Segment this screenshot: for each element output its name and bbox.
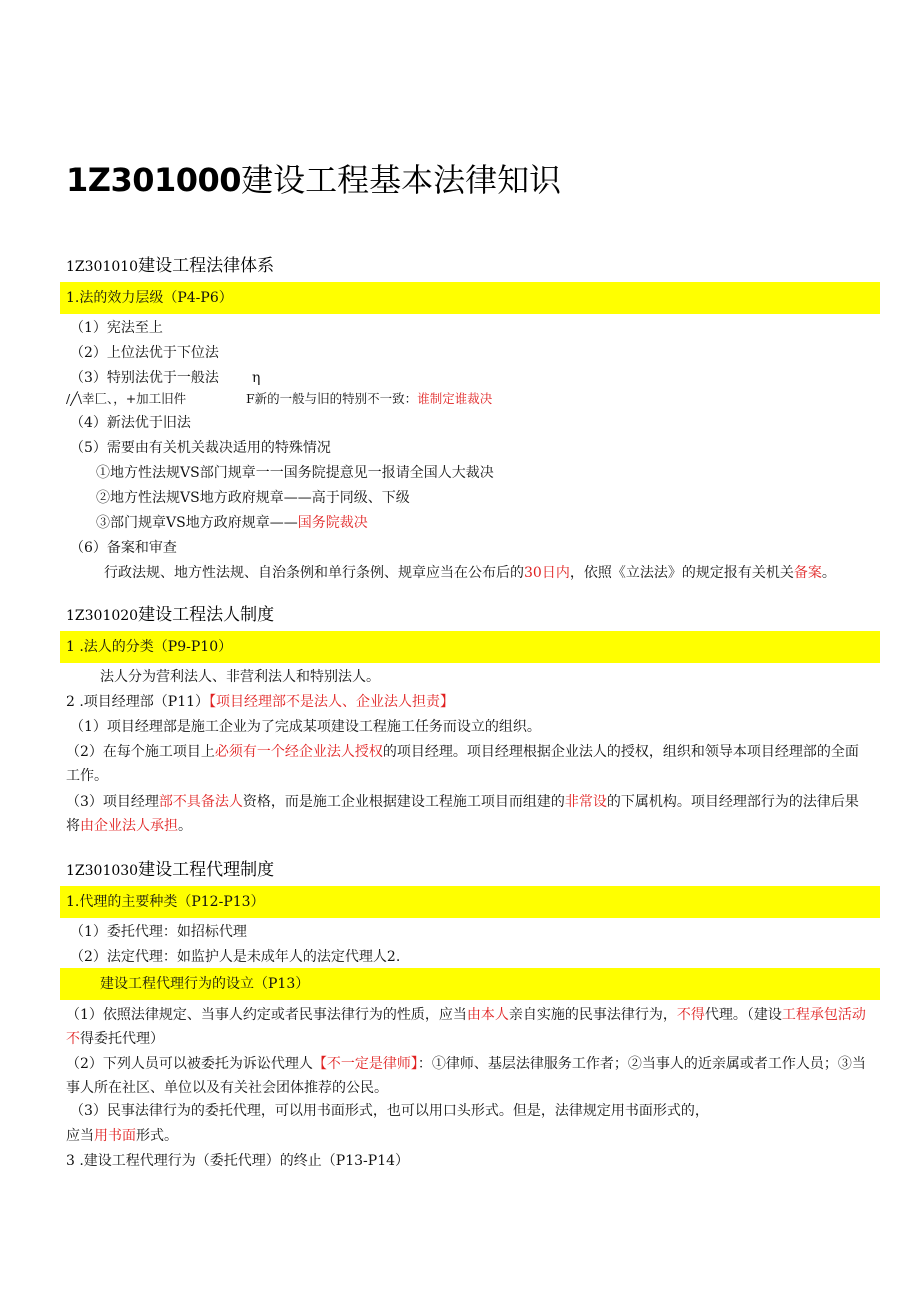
paragraph: 法人分为营利法人、非营利法人和特别法人。 [100, 669, 380, 685]
highlight-bar-effect-hierarchy: 1.法的效力层级（P4-P6） [60, 282, 880, 314]
paragraph: 行政法规、地方性法规、自治条例和单行条例、规章应当在公布后的30日内，依照《立法法》的规定报有关机关备案。 [104, 565, 836, 581]
paragraph: 应当用书面形式。 [66, 1128, 178, 1144]
diagram-fragment-right: F新的一般与旧的特别不一致：谁制定谁裁决 [246, 391, 493, 406]
highlight-bar-agency-types: 1.代理的主要种类（P12-P13） [60, 886, 880, 918]
list-item: ①地方性法规VS部门规章一一国务院提意见一报请全国人大裁决 [96, 465, 494, 481]
paragraph: （3）民事法律行为的委托代理，可以用书面形式，也可以用口头形式。但是，法律规定用书面形式的， [70, 1103, 709, 1119]
list-item: （2）上位法优于下位法 [70, 345, 219, 361]
list-item: （1）委托代理：如招标代理 [70, 924, 247, 940]
ocr-artifact-mark: η [252, 370, 261, 386]
highlight-bar-legal-person-types: 1 .法人的分类（P9-P10） [60, 631, 880, 663]
list-item: （3）特别法优于一般法 [70, 370, 219, 386]
list-heading: 2 .项目经理部（P11）【项目经理部不是法人、企业法人担责】 [66, 694, 455, 710]
list-item: （1）项目经理部是施工企业为了完成某项建设工程施工任务而设立的组织。 [70, 719, 541, 735]
list-item: ③部门规章VS地方政府规章——国务院裁决 [96, 515, 368, 531]
page-title [66, 160, 561, 200]
section-heading-1z301030: 1Z301030建设工程代理制度 [66, 860, 275, 880]
section-heading-1z301010: 1Z301010建设工程法律体系 [66, 256, 275, 276]
list-item: ②地方性法规VS地方政府规章——高于同级、下级 [96, 490, 410, 506]
highlight-bar-agency-establishment: 建设工程代理行为的设立（P13） [60, 968, 880, 1000]
list-item: （2）法定代理：如监护人是未成年人的法定代理人2. [70, 949, 401, 965]
list-item: （1）宪法至上 [70, 320, 163, 336]
paragraph: （3）项目经理部不具备法人资格，而是施工企业根据建设工程施工项目而组建的非常设的下属机构。项目经理部行为的法律后果将由企业法人承担。 [66, 794, 859, 834]
diagram-fragment-left: /╱\幸匚、，+加工旧件 [66, 391, 187, 406]
section-heading-1z301020: 1Z301020建设工程法人制度 [66, 605, 275, 625]
list-item: （6）备案和审查 [70, 540, 177, 556]
list-heading: 3 .建设工程代理行为（委托代理）的终止（P13-P14） [66, 1153, 410, 1169]
paragraph: （2）下列人员可以被委托为诉讼代理人【不一定是律师】：①律师、基层法律服务工作者；②当事人的近亲属或者工作人员；③当事人所在社区、单位以及有关社会团体推荐的公民。 [66, 1056, 866, 1096]
title-text: 建设工程基本法律知识 [241, 161, 562, 199]
paragraph: （2）在每个施工项目上必须有一个经企业法人授权的项目经理。项目经理根据企业法人的授权，组织和领导本项目经理部的全面工作。 [66, 744, 859, 784]
title-code: 1Z301000 [66, 161, 242, 199]
list-item: （5）需要由有关机关裁决适用的特殊情况 [70, 440, 331, 456]
paragraph: （1）依照法律规定、当事人约定或者民事法律行为的性质，应当由本人亲自实施的民事法律行为，不得代理。（建设工程承包活动不得委托代理） [66, 1007, 866, 1047]
list-item: （4）新法优于旧法 [70, 415, 191, 431]
